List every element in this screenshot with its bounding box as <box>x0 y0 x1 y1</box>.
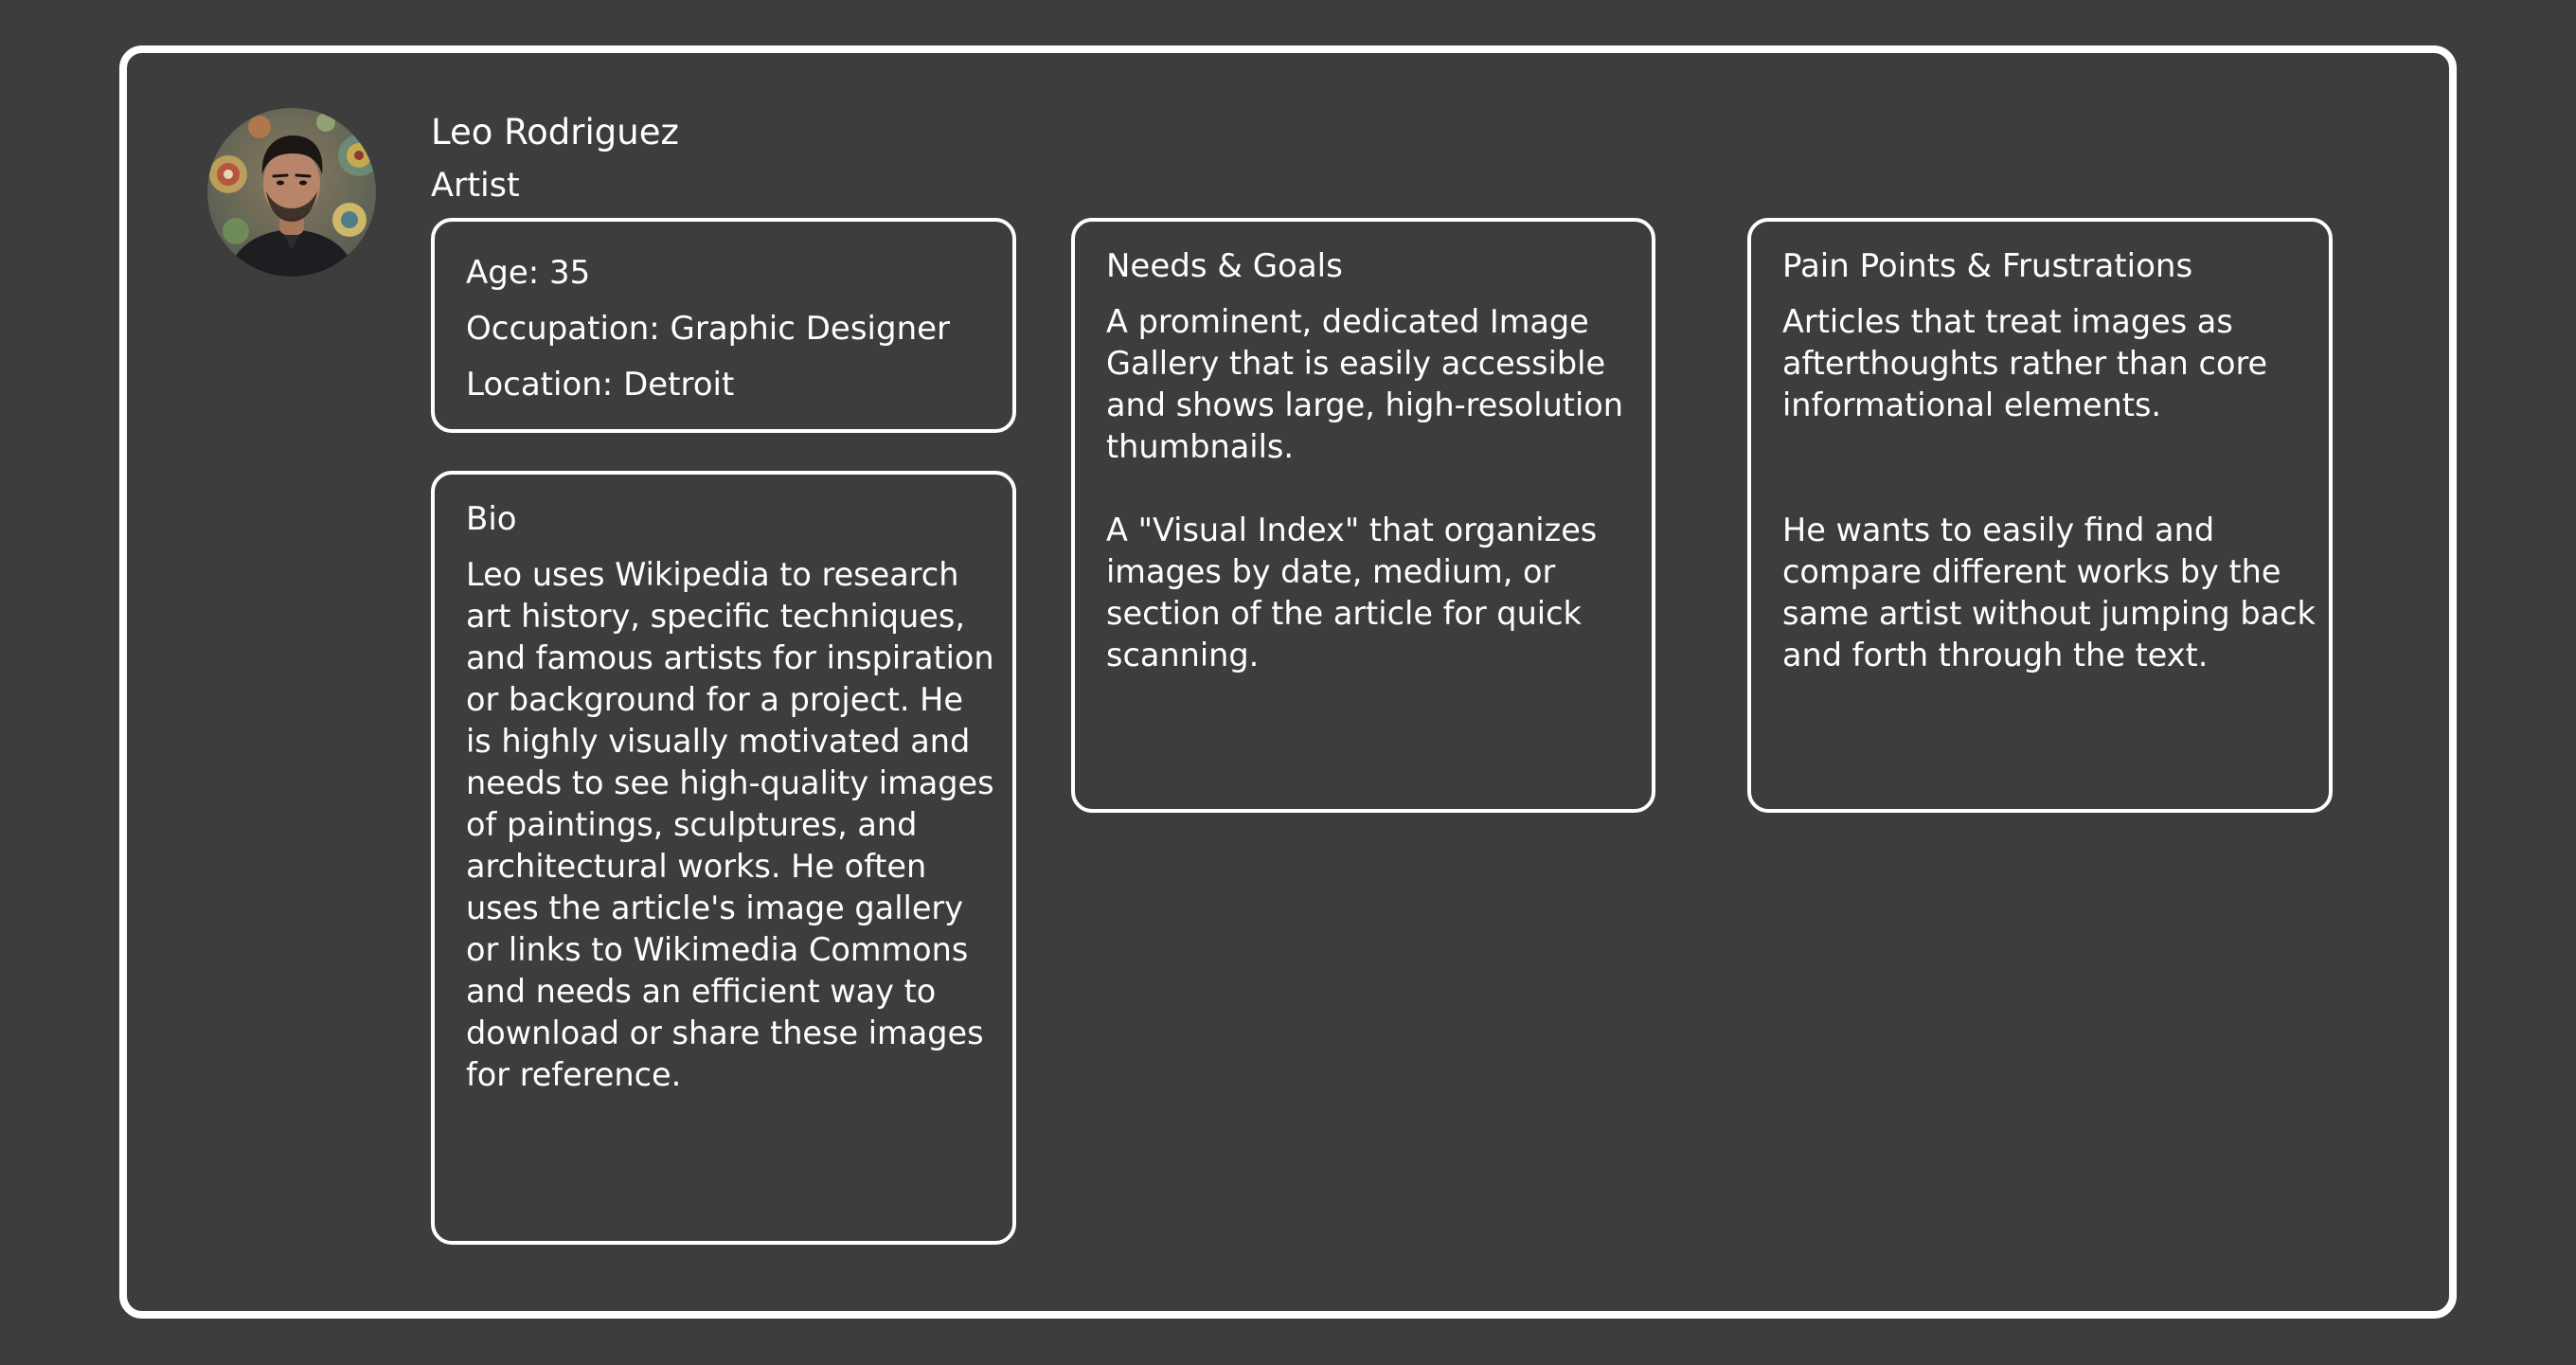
pain-points-item: Articles that treat images as afterthoughts rather than core informational elements. <box>1782 303 2268 423</box>
avatar <box>207 108 376 277</box>
person-portrait-icon <box>207 108 376 277</box>
needs-goals-item: A prominent, dedicated Image Gallery that is easily accessible and shows large, high-resolution thumbnails. <box>1106 303 1623 465</box>
persona-role: Artist <box>431 167 520 205</box>
persona-name: Leo Rodriguez <box>431 112 679 153</box>
occupation-text: Occupation: Graphic Designer <box>466 310 951 348</box>
bio-card <box>431 471 1016 1245</box>
bio-title: Bio <box>466 500 517 538</box>
pain-points-card <box>1747 218 2333 813</box>
needs-goals-item: A "Visual Index" that organizes images by date, medium, or section of the article for quick scanning. <box>1106 512 1598 674</box>
location-text: Location: Detroit <box>466 366 735 404</box>
pain-points-title: Pain Points & Frustrations <box>1782 247 2193 285</box>
bio-text: Leo uses Wikipedia to research art history, specific techniques, and famous artists for inspiration or background for a project. He is highly visually motivated and needs to see high-quality images of paintings, sculptures, and architectural works. He often uses the article's image gallery or links to Wikimedia Commons and needs an efficient way to download or share these images for reference. <box>466 556 994 1093</box>
age-text: Age: 35 <box>466 254 591 292</box>
details-card <box>431 218 1016 433</box>
pain-points-item: He wants to easily find and compare different works by the same artist without jumping back and forth through the text. <box>1782 512 2316 674</box>
needs-goals-card <box>1071 218 1655 813</box>
needs-goals-title: Needs & Goals <box>1106 247 1343 285</box>
